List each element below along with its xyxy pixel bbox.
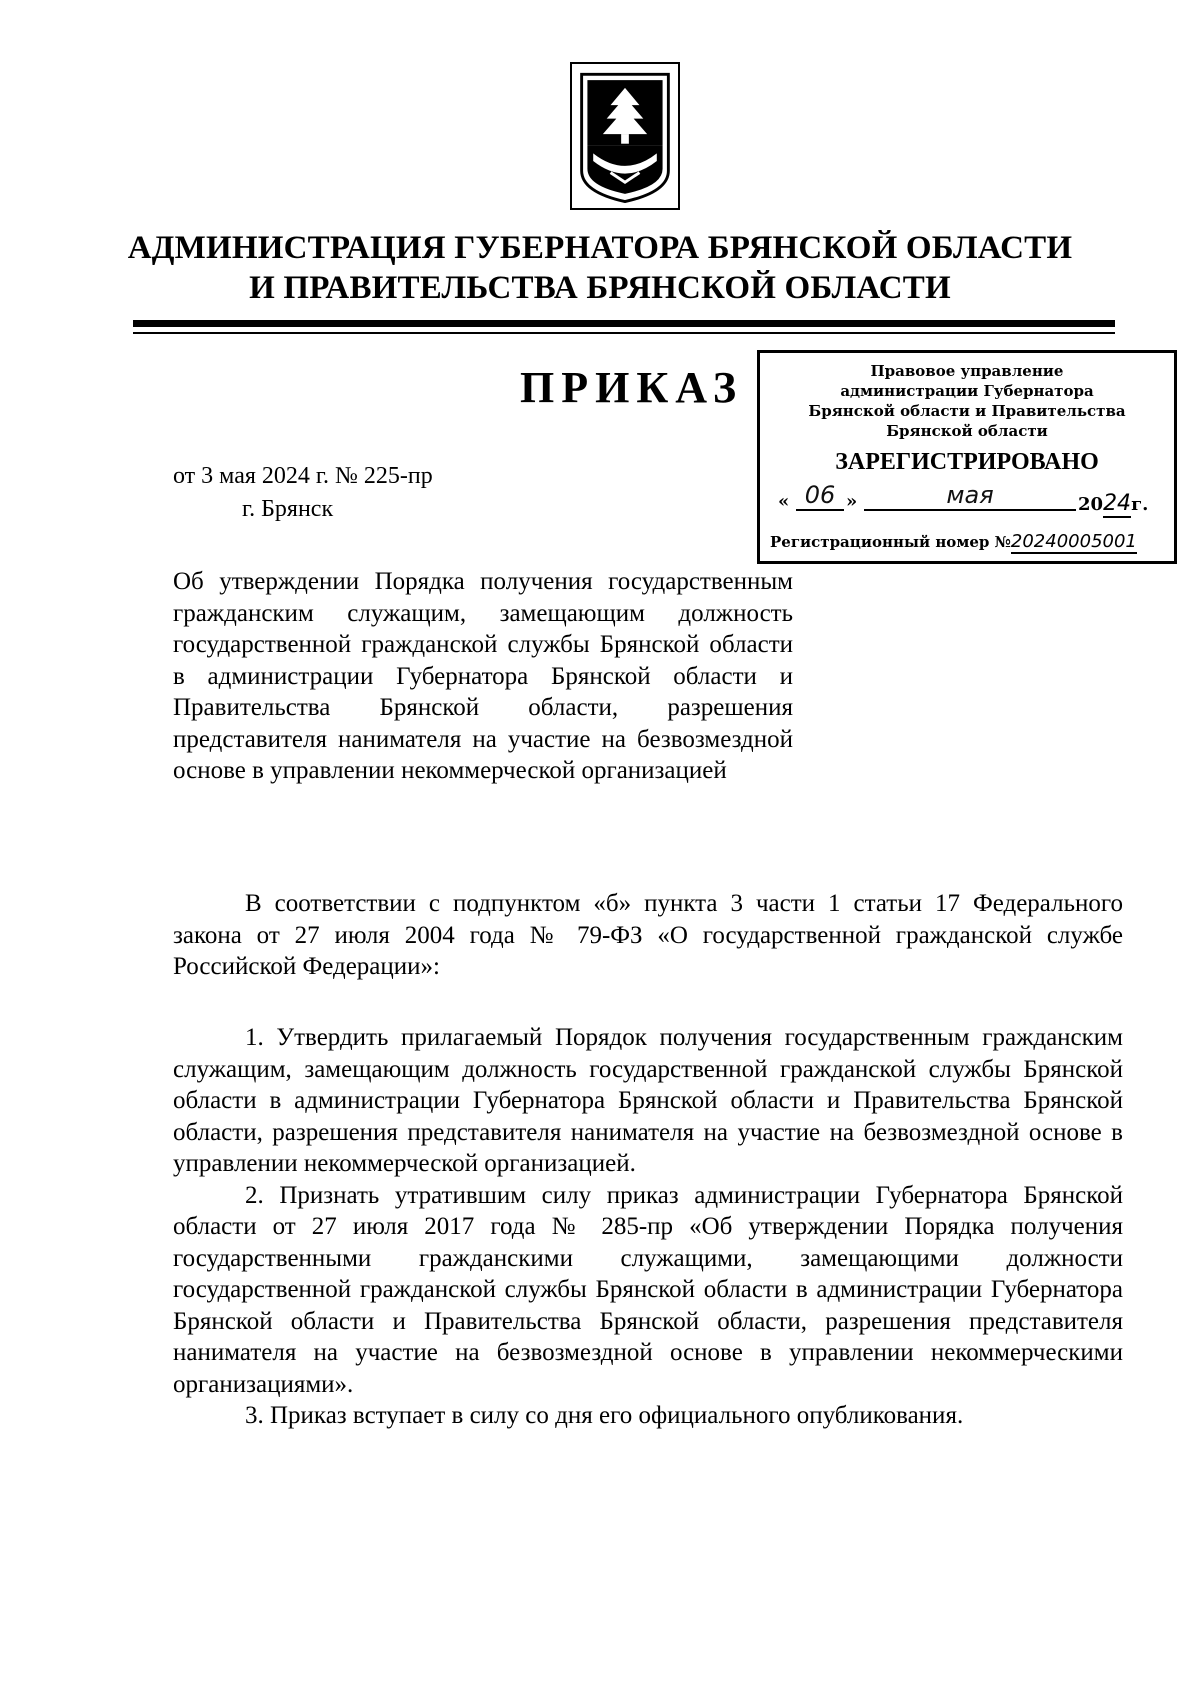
stamp-reg-number: 20240005001	[1010, 531, 1137, 552]
stamp-date	[772, 481, 1168, 517]
stamp-line-4: Брянской области	[886, 422, 1048, 440]
organization-title-line-1: АДМИНИСТРАЦИЯ ГУБЕРНАТОРА БРЯНСКОЙ ОБЛАСТИ	[127, 230, 1073, 266]
stamp-quote-close: »	[846, 491, 858, 512]
header-rule-thin	[133, 332, 1115, 334]
document-type-title: ПРИКАЗ	[520, 363, 744, 412]
organization-title	[100, 228, 1100, 308]
preamble-paragraph: В соответствии с подпунктом «б» пункта 3 части 1 статьи 17 Федерального закона от 27 июля 2004 года № 79-ФЗ «О государственной гражданской службе Российской Федерации»:	[173, 890, 1123, 980]
stamp-year-end: г.	[1131, 494, 1149, 515]
stamp-year-suffix: 24	[1103, 491, 1132, 516]
stamp-registration-number	[770, 531, 1170, 552]
stamp-line-2: администрации Губернатора	[840, 382, 1094, 400]
stamp-year	[1078, 491, 1148, 516]
order-city: г. Брянск	[242, 496, 334, 522]
stamp-reg-label: Регистрационный номер №	[770, 533, 1011, 551]
stamp-month: мая	[864, 481, 1076, 511]
stamp-status: ЗАРЕГИСТРИРОВАНО	[835, 449, 1099, 475]
stamp-quote-open: «	[778, 491, 790, 512]
registration-stamp	[757, 350, 1177, 564]
header-rule-thick	[133, 320, 1115, 327]
stamp-day: 06	[796, 481, 844, 511]
order-item-3: 3. Приказ вступает в силу со дня его официального опубликования.	[245, 1402, 964, 1429]
order-subject: Об утверждении Порядка получения государственным гражданским служащим, замещающим должность государственной гражданской службы Брянской области в администрации Губернатора Брянской области и Правительства Брянской области, разрешения представителя нанимателя на участие на безвозмездной основе в управлении некоммерческой организацией	[173, 568, 793, 784]
stamp-line-1: Правовое управление	[870, 362, 1064, 380]
order-item-2: 2. Признать утратившим силу приказ администрации Губернатора Брянской области от 27 июля 2017 года № 285-пр «Об утверждении Порядка получения государственными гражданскими служащими, замещающими должности государственной гражданской службы Брянской области в администрации Губернатора Брянской области и Правительства Брянской области, разрешения представителя нанимателя на участие на безвозмездной основе в управлении некоммерческими организациями».	[173, 1181, 1123, 1398]
stamp-line-3: Брянской области и Правительства	[808, 402, 1126, 420]
stamp-year-prefix: 20	[1078, 494, 1104, 515]
preamble	[173, 888, 1123, 983]
coat-of-arms-icon	[570, 62, 680, 210]
order-item-1: 1. Утвердить прилагаемый Порядок получения государственным гражданским служащим, замещающим должность государственной гражданской службы Брянской области в администрации Губернатора Брянской области и Правительства Брянской области, разрешения представителя нанимателя на участие на безвозмездной основе в управлении некоммерческой организацией.	[173, 1024, 1123, 1177]
order-items	[173, 1022, 1123, 1432]
organization-title-line-2: И ПРАВИТЕЛЬСТВА БРЯНСКОЙ ОБЛАСТИ	[249, 270, 951, 306]
order-date-number: от 3 мая 2024 г. № 225-пр	[173, 463, 433, 489]
